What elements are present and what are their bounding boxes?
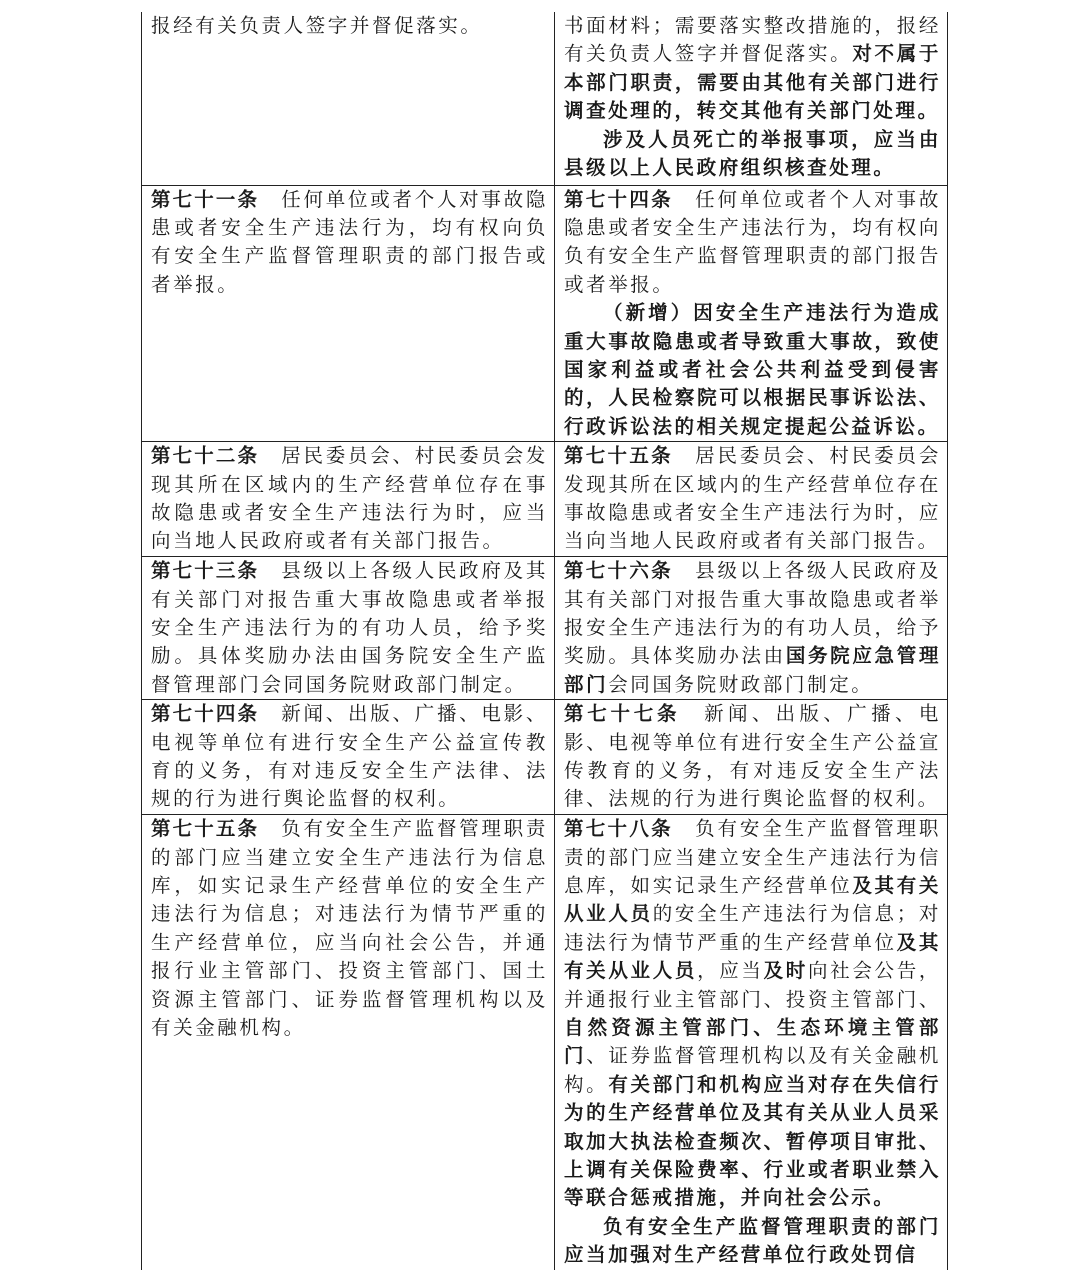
new-provision-cell [555,557,948,700]
new-provision-cell [555,442,948,557]
article-number: 第七十八条 [564,817,673,841]
table-row [142,557,948,700]
provision-paragraph [151,557,548,699]
provision-text: 书面材料；需要落实整改措施的，报经有关负责人签字并督促落实。 [564,14,941,66]
provision-text: ，应当 [697,959,764,983]
old-provision-cell [142,442,555,557]
article-number: 第七十三条 [151,559,260,583]
amended-text: 对不属于本部门职责，需要由其他有关部门进行调查处理的，转交其他有关部门处理。 [564,42,941,123]
new-provision-cell [555,12,948,185]
provision-paragraph [564,442,941,556]
provision-text: 县级以上各级人民政府及其有关部门对报告重大事故隐患或者举报安全生产违法行为的有功人员，给予奖励。具体奖励办法由 [564,559,941,668]
provision-paragraph [151,700,548,814]
table-row [142,442,948,557]
amended-text: 负有安全生产监督管理职责的部门应当加强对生产经营单位行政处罚信 [564,1214,941,1267]
amended-text: 及其有关从业人员 [564,930,941,983]
provision-paragraph [564,299,941,441]
provision-paragraph [564,126,941,183]
provision-text: 的安全生产违法行为信息；对违法行为情节严重的生产经营单位 [564,902,941,954]
article-number: 第七十一条 [151,187,260,211]
provision-text: 居民委员会、村民委员会发现其所在区域内的生产经营单位存在事故隐患或者安全生产违法行为时，应当向当地人民政府或者有关部门报告。 [151,444,548,553]
article-number: 第七十二条 [151,444,260,468]
old-provision-cell [142,557,555,700]
provision-text: 负有安全生产监督管理职责的部门应当建立安全生产违法行为信息库，如实记录生产经营单位 [564,817,941,897]
amended-text: 有关部门和机构应当对存在失信行为的生产经营单位及其有关从业人员采取加大执法检查频次、暂停项目审批、上调有关保险费率、行业或者职业禁入等联合惩戒措施，并向社会公示。 [564,1072,941,1210]
provision-text: 会同国务院财政部门制定。 [608,672,874,696]
amended-text: （新增）因安全生产违法行为造成重大事故隐患或者导致重大事故，致使国家利益或者社会公共利益受到侵害的，人民检察院可以根据民事诉讼法、行政诉讼法的相关规定提起公益诉讼。 [564,301,941,438]
provision-paragraph [151,815,548,1042]
provision-paragraph [151,186,548,300]
provision-paragraph [151,12,548,40]
table-row [142,12,948,185]
provision-text: 任何单位或者个人对事故隐患或者安全生产违法行为，均有权向负有安全生产监督管理职责的部门报告或者举报。 [564,187,941,296]
amended-text: 涉及人员死亡的举报事项，应当由县级以上人民政府组织核查处理。 [564,127,941,180]
new-provision-cell [555,700,948,815]
article-number: 第七十六条 [564,559,673,583]
provision-text: 居民委员会、村民委员会发现其所在区域内的生产经营单位存在事故隐患或者安全生产违法行为时，应当向当地人民政府或者有关部门报告。 [564,444,941,553]
old-provision-cell [142,185,555,442]
table-row [142,700,948,815]
amended-text: 自然资源主管部门、生态环境主管部门 [564,1016,941,1068]
provision-paragraph [564,815,941,1213]
old-provision-cell [142,700,555,815]
amended-text: 及时 [763,959,808,983]
provision-text: 向社会公告，并通报行业主管部门、投资主管部门、 [564,959,941,1011]
provision-text: 、证券监督管理机构以及有关金融机构。 [564,1044,941,1096]
provision-paragraph [564,700,941,814]
article-number: 第七十五条 [564,444,673,468]
amended-text: 及其有关从业人员 [564,874,941,926]
provision-paragraph [151,442,548,556]
article-number: 第七十四条 [564,187,673,211]
provision-text: 负有安全生产监督管理职责的部门应当建立安全生产违法行为信息库，如实记录生产经营单位的安全生产违法行为信息；对违法行为情节严重的生产经营单位，应当向社会公告，并通报行业主管部门、投资主管部门、国土资源主管部门、证券监督管理机构以及有关金融机构。 [151,817,548,1040]
provision-paragraph [564,12,941,126]
table-row [142,815,948,1270]
article-number: 第七十四条 [151,702,260,726]
provision-text: 任何单位或者个人对事故隐患或者安全生产违法行为，均有权向负有安全生产监督管理职责的部门报告或者举报。 [151,187,548,296]
new-provision-cell [555,185,948,442]
provision-text: 报经有关负责人签字并督促落实。 [151,14,483,37]
amended-text: 国务院应急管理部门 [564,644,941,696]
old-provision-cell [142,815,555,1270]
article-number: 第七十五条 [151,817,260,841]
provision-text: 新闻、出版、广播、电影、电视等单位有进行安全生产公益宣传教育的义务，有对违反安全生产法律、法规的行为进行舆论监督的权利。 [151,702,548,811]
provision-text: 县级以上各级人民政府及其有关部门对报告重大事故隐患或者举报安全生产违法行为的有功人员，给予奖励。具体奖励办法由国务院安全生产监督管理部门会同国务院财政部门制定。 [151,559,548,696]
old-provision-cell [142,12,555,185]
table-row [142,185,948,442]
provision-paragraph [564,1213,941,1270]
provision-paragraph [564,186,941,300]
new-provision-cell [555,815,948,1270]
provision-text: 新闻、出版、广播、电影、电视等单位有进行安全生产公益宣传教育的义务，有对违反安全生产法律、法规的行为进行舆论监督的权利。 [564,702,941,811]
law-comparison-table [141,12,948,1270]
provision-paragraph [564,557,941,699]
article-number: 第七十七条 [564,702,681,726]
